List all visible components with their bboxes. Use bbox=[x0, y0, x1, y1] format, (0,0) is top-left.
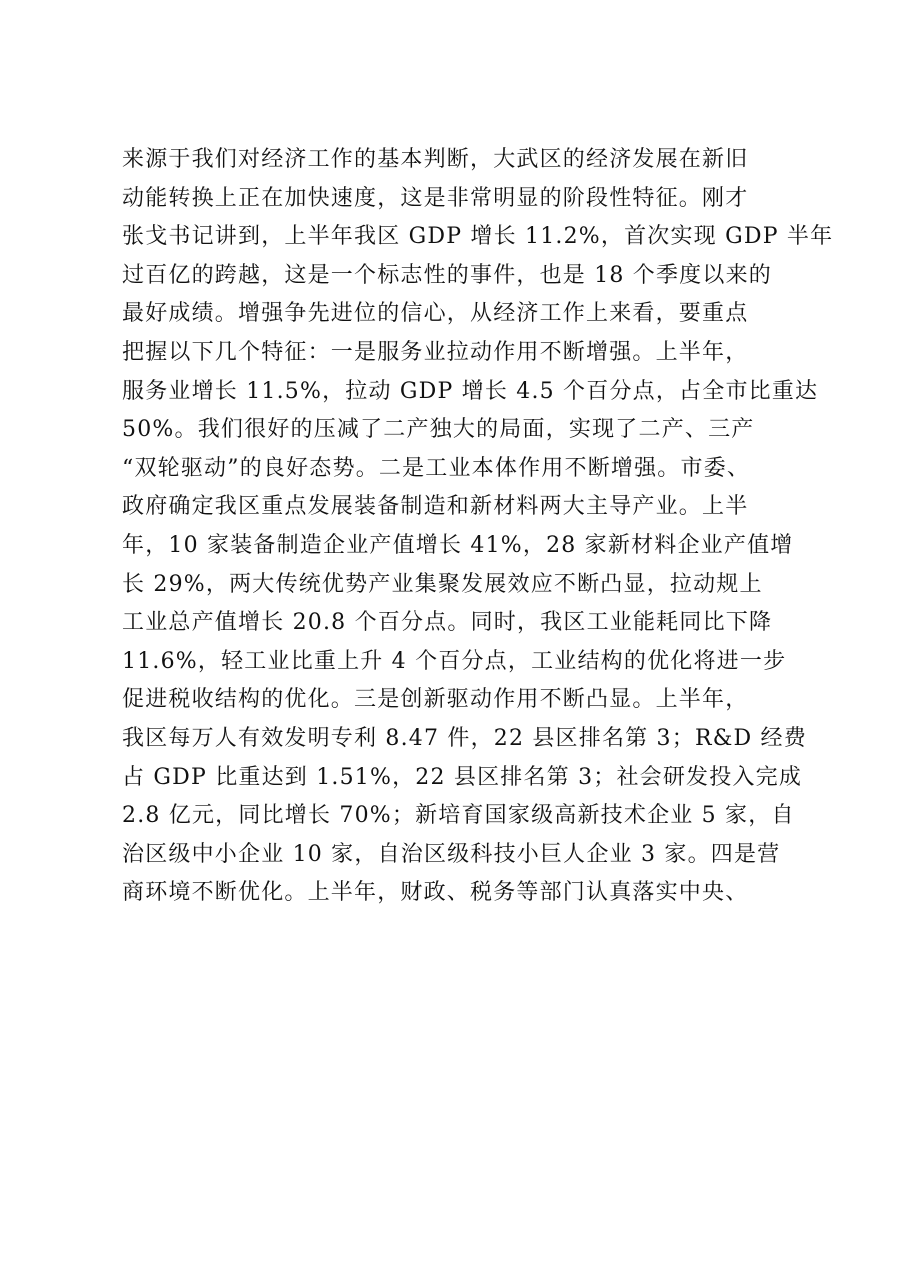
text-line: 2.8 亿元，同比增长 70%；新培育国家级高新技术企业 5 家，自 bbox=[122, 803, 795, 829]
text-line: 我区每万人有效发明专利 8.47 件，22 县区排名第 3；R&D 经费 bbox=[122, 725, 807, 751]
text-line: 促进税收结构的优化。三是创新驱动作用不断凸显。上半年， bbox=[122, 687, 749, 713]
text-line: 张戈书记讲到，上半年我区 GDP 增长 11.2%，首次实现 GDP 半年 bbox=[122, 224, 834, 250]
text-line: 最好成绩。增强争先进位的信心，从经济工作上来看，要重点 bbox=[122, 301, 749, 327]
text-line: 长 29%，两大传统优势产业集聚发展效应不断凸显，拉动规上 bbox=[122, 571, 763, 597]
text-line: 治区级中小企业 10 家，自治区级科技小巨人企业 3 家。四是营 bbox=[122, 841, 781, 867]
text-line: 11.6%，轻工业比重上升 4 个百分点，工业结构的优化将进一步 bbox=[122, 648, 787, 674]
text-line: 过百亿的跨越，这是一个标志性的事件，也是 18 个季度以来的 bbox=[122, 262, 772, 288]
text-line: 把握以下几个特征：一是服务业拉动作用不断增强。上半年， bbox=[122, 339, 749, 365]
text-line: “双轮驱动”的良好态势。二是工业本体作用不断增强。市委、 bbox=[122, 455, 751, 481]
text-line: 服务业增长 11.5%，拉动 GDP 增长 4.5 个百分点，占全市比重达 bbox=[122, 378, 819, 404]
text-line: 动能转换上正在加快速度，这是非常明显的阶段性特征。刚才 bbox=[122, 185, 749, 211]
text-line: 政府确定我区重点发展装备制造和新材料两大主导产业。上半 bbox=[122, 494, 749, 520]
text-line: 年，10 家装备制造企业产值增长 41%，28 家新材料企业产值增 bbox=[122, 532, 794, 558]
text-line: 占 GDP 比重达到 1.51%，22 县区排名第 3；社会研发投入完成 bbox=[122, 764, 803, 790]
text-line: 商环境不断优化。上半年，财政、税务等部门认真落实中央、 bbox=[122, 880, 749, 906]
text-line: 50%。我们很好的压减了二产独大的局面，实现了二产、三产 bbox=[122, 417, 755, 443]
text-line: 来源于我们对经济工作的基本判断，大武区的经济发展在新旧 bbox=[122, 147, 749, 172]
text-line: 工业总产值增长 20.8 个百分点。同时，我区工业能耗同比下降 bbox=[122, 610, 773, 636]
body-text bbox=[122, 141, 834, 913]
